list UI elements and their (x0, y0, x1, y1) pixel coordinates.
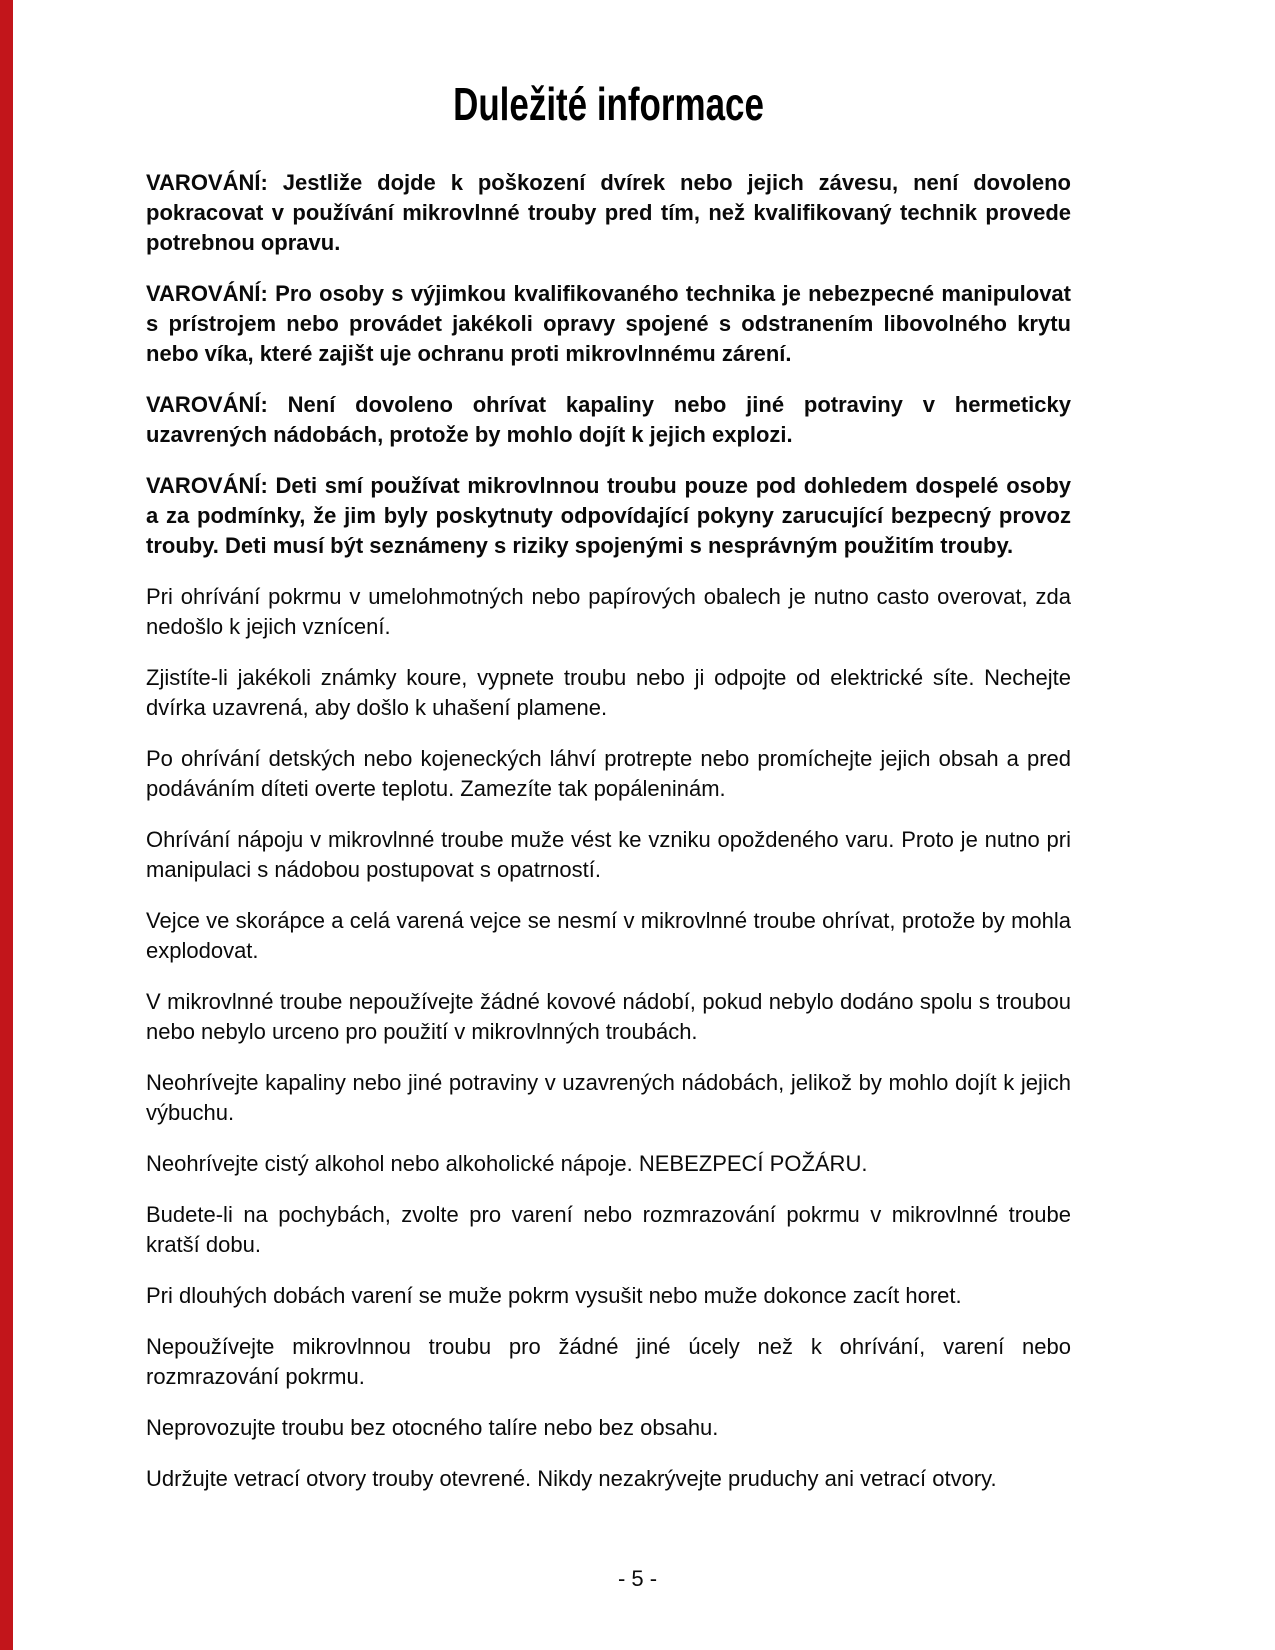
body-paragraph: Neprovozujte troubu bez otocného talíre nebo bez obsahu. (146, 1415, 719, 1440)
document-body (146, 168, 1071, 1494)
warning-paragraph: VAROVÁNÍ: Jestliže dojde k poškození dvírek nebo jejich závesu, není dovoleno pokracovat v používání mikrovlnné trouby pred tím, než kvalifikovaný technik provede potrebnou opravu. (146, 170, 1071, 255)
body-paragraph: Neohrívejte kapaliny nebo jiné potraviny v uzavrených nádobách, jelikož by mohlo dojít k jejich výbuchu. (146, 1070, 1071, 1125)
body-paragraph: Budete-li na pochybách, zvolte pro varení nebo rozmrazování pokrmu v mikrovlnné troube kratší dobu. (146, 1202, 1071, 1257)
body-paragraph: Udržujte vetrací otvory trouby otevrené. Nikdy nezakrývejte pruduchy ani vetrací otvory. (146, 1466, 997, 1491)
body-paragraph: Ohrívání nápoju v mikrovlnné troube muže vést ke vzniku opoždeného varu. Proto je nutno pri manipulaci s nádobou postupovat s opatrností. (146, 827, 1071, 882)
page-number: - 5 - (617, 1566, 658, 1591)
page-title (146, 80, 1071, 128)
left-edge-stripe (0, 0, 13, 1650)
body-paragraph: Nepoužívejte mikrovlnnou troubu pro žádné jiné úcely než k ohrívání, varení nebo rozmrazování pokrmu. (146, 1334, 1071, 1389)
warning-paragraph: VAROVÁNÍ: Deti smí používat mikrovlnnou troubu pouze pod dohledem dospelé osoby a za podmínky, že jim byly poskytnuty odpovídající pokyny zarucující bezpecný provoz trouby. Deti musí být seznámeny s riziky spojenými s nesprávným použitím trouby. (146, 473, 1071, 558)
body-paragraph: Vejce ve skorápce a celá varená vejce se nesmí v mikrovlnné troube ohrívat, protože by mohla explodovat. (146, 908, 1071, 963)
page-title-text: Duležité informace (453, 78, 764, 130)
warning-paragraph: VAROVÁNÍ: Pro osoby s výjimkou kvalifikovaného technika je nebezpecné manipulovat s prístrojem nebo provádet jakékoli opravy spojené s odstranením libovolného krytu nebo víka, které zajišt uje ochranu proti mikrovlnnému zárení. (146, 281, 1071, 366)
body-paragraph: Zjistíte-li jakékoli známky koure, vypnete troubu nebo ji odpojte od elektrické síte. Nechejte dvírka uzavrená, aby došlo k uhašení plamene. (146, 665, 1071, 720)
body-paragraph: Pri ohrívání pokrmu v umelohmotných nebo papírových obalech je nutno casto overovat, zda nedošlo k jejich vznícení. (146, 584, 1071, 639)
warning-paragraph: VAROVÁNÍ: Není dovoleno ohrívat kapaliny nebo jiné potraviny v hermeticky uzavrených nádobách, protože by mohlo dojít k jejich explozi. (146, 392, 1071, 447)
body-paragraph: Pri dlouhých dobách varení se muže pokrm vysušit nebo muže dokonce zacít horet. (146, 1283, 962, 1308)
body-paragraph: V mikrovlnné troube nepoužívejte žádné kovové nádobí, pokud nebylo dodáno spolu s troubou nebo nebylo urceno pro použití v mikrovlnných troubách. (146, 989, 1071, 1044)
body-paragraph: Neohrívejte cistý alkohol nebo alkoholické nápoje. NEBEZPECÍ POŽÁRU. (146, 1151, 868, 1176)
document-page (146, 0, 1071, 1515)
body-paragraph: Po ohrívání detských nebo kojeneckých láhví protrepte nebo promíchejte jejich obsah a pred podáváním díteti overte teplotu. Zamezíte tak popáleninám. (146, 746, 1071, 801)
page-footer (0, 1566, 1275, 1592)
